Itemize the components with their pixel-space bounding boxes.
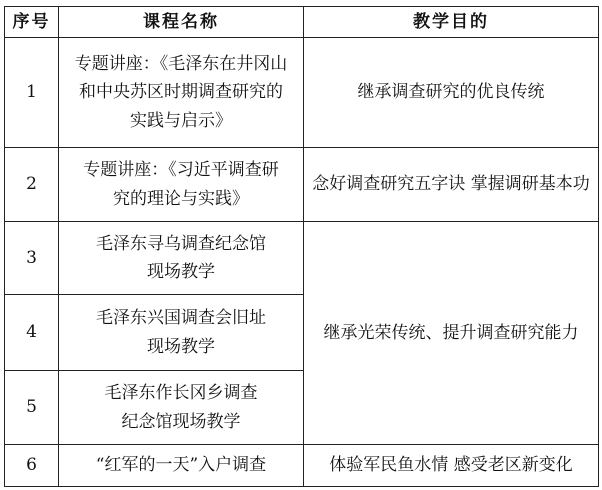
course-name: [59, 445, 304, 487]
table-row: [5, 445, 599, 487]
course-name: [59, 222, 304, 295]
course-name: [59, 371, 304, 445]
table-row: [5, 222, 599, 295]
header-course: 课程名称: [59, 7, 304, 38]
teaching-goal: 继承光荣传统、提升调查研究能力: [304, 222, 599, 445]
course-name-line: 纪念馆现场教学: [121, 411, 241, 432]
course-name: [59, 148, 304, 222]
course-name-line: 专题讲座：《习近平调查研: [83, 160, 279, 181]
course-name-line: 现场教学: [147, 336, 215, 357]
course-name: [59, 38, 304, 148]
header-goal: 教学目的: [304, 7, 599, 38]
course-name-line: 现场教学: [147, 262, 215, 282]
course-name-line: 专题讲座：《毛泽东在井冈山: [74, 54, 288, 75]
row-number: 1: [5, 38, 59, 148]
table-row: [5, 148, 599, 222]
course-name-line: 和中央苏区时期调查研究的: [79, 82, 283, 103]
teaching-goal: 体验军民鱼水情 感受老区新变化: [304, 445, 599, 487]
course-name-line: 实践与启示》: [130, 110, 232, 131]
curriculum-table: [4, 6, 599, 487]
teaching-goal: 念好调查研究五字诀 掌握调研基本功: [304, 148, 599, 222]
course-name-line: 毛泽东作长冈乡调查: [104, 383, 258, 404]
teaching-goal: 继承调查研究的优良传统: [304, 38, 599, 148]
table-header-row: [5, 7, 599, 38]
row-number: 2: [5, 148, 59, 222]
course-name-line: 毛泽东寻乌调查纪念馆: [96, 233, 266, 254]
row-number: 5: [5, 371, 59, 445]
course-name: [59, 295, 304, 371]
row-number: 3: [5, 222, 59, 295]
row-number: 4: [5, 295, 59, 371]
course-name-line: 究的理论与实践》: [113, 188, 249, 209]
header-no: 序号: [5, 7, 59, 38]
course-name-line: 毛泽东兴国调查会旧址: [96, 308, 266, 329]
row-number: 6: [5, 445, 59, 487]
table-row: [5, 38, 599, 148]
course-name-line: “红军的一天”入户调查: [95, 455, 267, 476]
